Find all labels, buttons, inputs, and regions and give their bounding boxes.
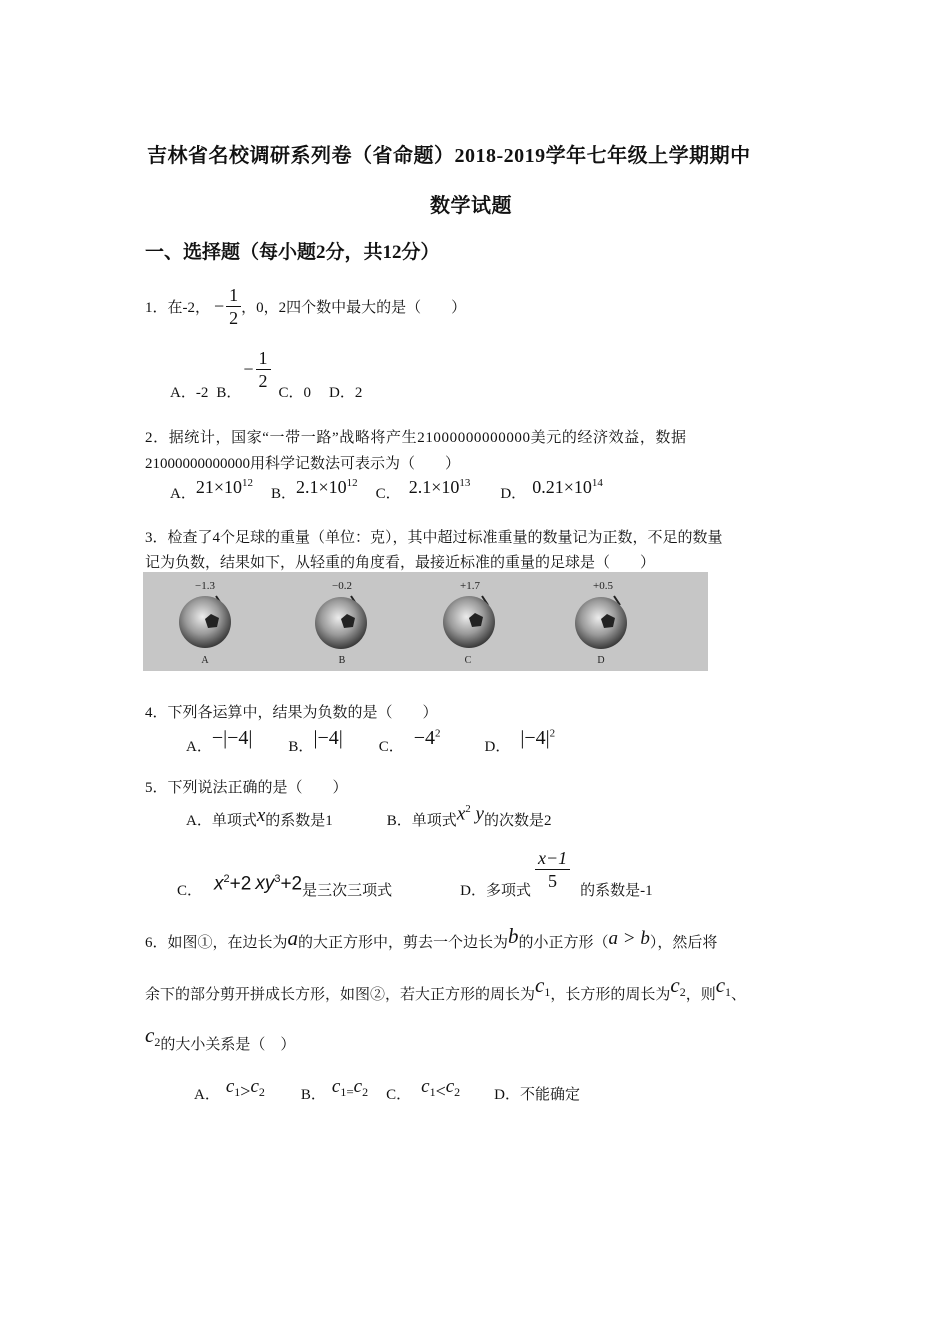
ball-a-letter: A [201, 655, 209, 666]
q6-b-rel: = [346, 1084, 354, 1099]
q6-l2-post: 、 [731, 987, 747, 1003]
q4-option-a-label: A． [186, 739, 212, 755]
q1-b-frac-num: 1 [256, 347, 271, 370]
q5-c-xy: xy [255, 873, 275, 894]
q2-a-exp: 12 [242, 477, 253, 489]
q1-b-fraction [256, 347, 271, 392]
q6-c2b-sub: 2 [154, 1035, 161, 1049]
q5-d-num: x−1 [535, 847, 570, 870]
q6-c-c2: c [445, 1076, 455, 1097]
q6-c1b-var: c [715, 973, 726, 997]
q5-option-a-post: 的系数是1 [265, 813, 333, 829]
question-6-line1 [145, 922, 717, 952]
q2-option-d-value [532, 477, 603, 498]
q2-option-c-value [409, 477, 471, 498]
q1-option-b-value [243, 347, 270, 392]
q5-option-d-post: 的系数是-1 [580, 883, 653, 899]
q6-condition: a > b [608, 928, 650, 949]
question-5-row1 [186, 800, 551, 830]
q2-option-b-value [296, 477, 358, 498]
q6-c-sub2: 2 [454, 1085, 461, 1099]
q5-option-c-expr [214, 873, 302, 895]
football-photo [143, 572, 708, 671]
q5-c-exp2: 3 [274, 872, 281, 885]
q5-c-x: x [214, 873, 224, 894]
q2-c-exp: 13 [459, 477, 471, 489]
q5-option-b-pre: B．单项式 [386, 813, 457, 829]
ball-d-circle [575, 597, 627, 649]
q5-c-plus2: +2 [280, 873, 303, 894]
ball-c-letter: C [464, 655, 472, 666]
doc-title-line1: 吉林省名校调研系列卷（省命题）2018-2019学年七年级上学期期中 [147, 145, 751, 167]
ball-a-circle [179, 596, 231, 648]
ball-b-value: −0.2 [332, 580, 352, 592]
q1-suffix: ，0，2四个数中最大的是（ ） [241, 299, 467, 316]
q4-option-d-label: D． [484, 739, 511, 755]
q6-l3-post: 的大小关系是（ ） [160, 1037, 296, 1053]
q6-l2-mid: ，长方形的周长为 [550, 987, 671, 1003]
q6-option-a-label: A． [194, 1087, 220, 1103]
ball-c-value: +1.7 [460, 580, 480, 592]
q4-option-c-label: C． [378, 739, 404, 755]
q6-c2b-var: c [145, 1023, 155, 1047]
q6-c2-sub: 2 [679, 985, 686, 999]
q5-b-var: x [456, 803, 466, 824]
q6-c1-var: c [535, 973, 545, 997]
question-6-line3 [145, 1022, 295, 1054]
question-2-line2: 21000000000000用科学记数法可表示为（ ） [145, 456, 461, 472]
q2-option-d-label: D． [500, 486, 527, 502]
q2-option-a-value [196, 477, 253, 498]
q5-option-d-fraction [535, 847, 570, 892]
q5-option-b-expr [457, 803, 484, 825]
q5-b-exp: 2 [465, 802, 471, 815]
q4-option-a-expr: −|−4| [211, 727, 253, 749]
q1-option-a: A．-2 [170, 385, 209, 401]
ball-a-value: −1.3 [195, 580, 215, 592]
football-photo-svg [143, 572, 708, 671]
q5-option-a-pre: A．单项式 [186, 813, 257, 829]
q6-c1-sub: 1 [544, 985, 551, 999]
ball-c-circle [443, 596, 495, 648]
q1-option-b-label: B． [216, 385, 242, 401]
q4-option-b-label: B． [288, 739, 314, 755]
q5-c-exp1: 2 [223, 872, 230, 885]
q6-a-c1: c [225, 1076, 235, 1097]
q6-a-c2: c [250, 1076, 259, 1097]
q2-c-base: 2.1×10 [408, 477, 460, 497]
q6-b-c1: c [331, 1076, 341, 1097]
q4-d-exp: 2 [549, 727, 556, 740]
q6-a-sub1: 1 [234, 1085, 241, 1099]
q4-c-exp: 2 [435, 727, 441, 740]
q5-d-den: 5 [548, 871, 558, 891]
question-5-row2 [177, 846, 653, 900]
q5-option-d-pre: D．多项式 [460, 883, 531, 899]
question-4-stem: 4．下列各运算中，结果为负数的是（ ） [145, 705, 438, 721]
q4-option-b-expr: |−4| [313, 727, 343, 749]
q2-option-b-label: B． [271, 486, 297, 502]
question-4-options [186, 726, 555, 756]
q6-l1-mid2: 的小正方形（ [518, 935, 609, 951]
q1-option-c: C．0 [278, 385, 312, 401]
q1-option-d: D．2 [329, 385, 363, 401]
q5-option-c-post: 是三次三项式 [302, 883, 393, 899]
doc-title-line2: 数学试题 [430, 195, 512, 217]
q2-b-exp: 12 [346, 477, 358, 489]
q6-c-rel: < [435, 1081, 446, 1101]
q6-a-rel: > [240, 1081, 251, 1101]
q6-c2-var: c [670, 973, 680, 997]
q2-option-c-label: C． [375, 486, 401, 502]
q5-option-c-label: C． [177, 883, 203, 899]
q6-l2-mid2: ，则 [685, 987, 716, 1003]
ball-d-value: +0.5 [593, 580, 613, 592]
question-2-line1: 2．据统计，国家“一带一路”战略将产生21000000000000美元的经济效益，数据 [145, 430, 687, 446]
q1-frac-den: 2 [229, 307, 239, 328]
q6-l2-pre: 余下的部分剪开拼成长方形，如图②，若大正方形的周长为 [145, 987, 536, 1003]
q5-option-a-var: x [256, 805, 266, 826]
q1-b-minus: − [243, 359, 254, 379]
q6-c-c1: c [421, 1076, 430, 1097]
q6-c1b-sub: 1 [725, 985, 732, 999]
question-3-line1: 3．检查了4个足球的重量（单位：克），其中超过标准重量的数量记为正数，不足的数量 [145, 530, 723, 546]
q1-b-frac-den: 2 [258, 371, 268, 391]
q6-var-b: b [508, 924, 519, 948]
q6-option-d-label: D． [494, 1087, 520, 1103]
q6-var-a: a [287, 926, 299, 950]
q2-d-exp: 14 [591, 477, 603, 489]
ball-b-letter: B [338, 655, 346, 666]
q1-prefix: 1．在-2， [145, 299, 210, 316]
question-1-stem [145, 276, 466, 336]
q2-option-a-label: A． [170, 486, 196, 502]
question-6-options [194, 1072, 580, 1104]
question-6-line2 [145, 972, 746, 1004]
q1-frac-num: 1 [226, 284, 241, 307]
q2-d-base: 0.21×10 [532, 477, 592, 497]
q4-option-c-expr [414, 727, 441, 750]
q5-option-b-post: 的次数是2 [483, 813, 552, 829]
ball-d-letter: D [597, 655, 605, 666]
question-3-line2: 记为负数，结果如下，从轻重的角度看，最接近标准的重量的足球是（ ） [145, 555, 656, 571]
question-5-stem: 5．下列说法正确的是（ ） [145, 780, 348, 796]
q1-fraction [226, 284, 241, 329]
q2-b-base: 2.1×10 [296, 477, 347, 497]
q6-l1-pre: 6．如图①，在边长为 [145, 935, 288, 951]
q2-a-base: 21×10 [195, 477, 242, 497]
q6-l1-mid: 的大正方形中，剪去一个边长为 [298, 935, 509, 951]
question-2-options [170, 475, 603, 503]
q6-option-b-label: B． [300, 1087, 326, 1103]
q1-minus: − [214, 295, 225, 316]
q6-b-sub2: 2 [362, 1085, 369, 1099]
ball-b-circle [315, 597, 367, 649]
q5-c-plus1: +2 [229, 873, 252, 894]
q4-option-d-expr [520, 727, 555, 750]
q6-l1-post: ），然后将 [649, 935, 718, 951]
q6-b-c2: c [353, 1076, 363, 1097]
q6-option-c-label: C． [386, 1087, 412, 1103]
q6-b-sub1: 1 [340, 1085, 347, 1099]
q6-a-sub2: 2 [258, 1085, 265, 1099]
q4-c-base: −4 [413, 727, 436, 749]
q5-b-var2: y [475, 803, 484, 824]
q6-option-d-text: 不能确定 [520, 1087, 581, 1103]
question-1-options [170, 348, 362, 404]
q6-c-sub1: 1 [429, 1085, 436, 1099]
section-heading: 一、选择题（每小题2分，共12分） [145, 242, 440, 263]
q4-d-base: |−4| [520, 727, 550, 749]
